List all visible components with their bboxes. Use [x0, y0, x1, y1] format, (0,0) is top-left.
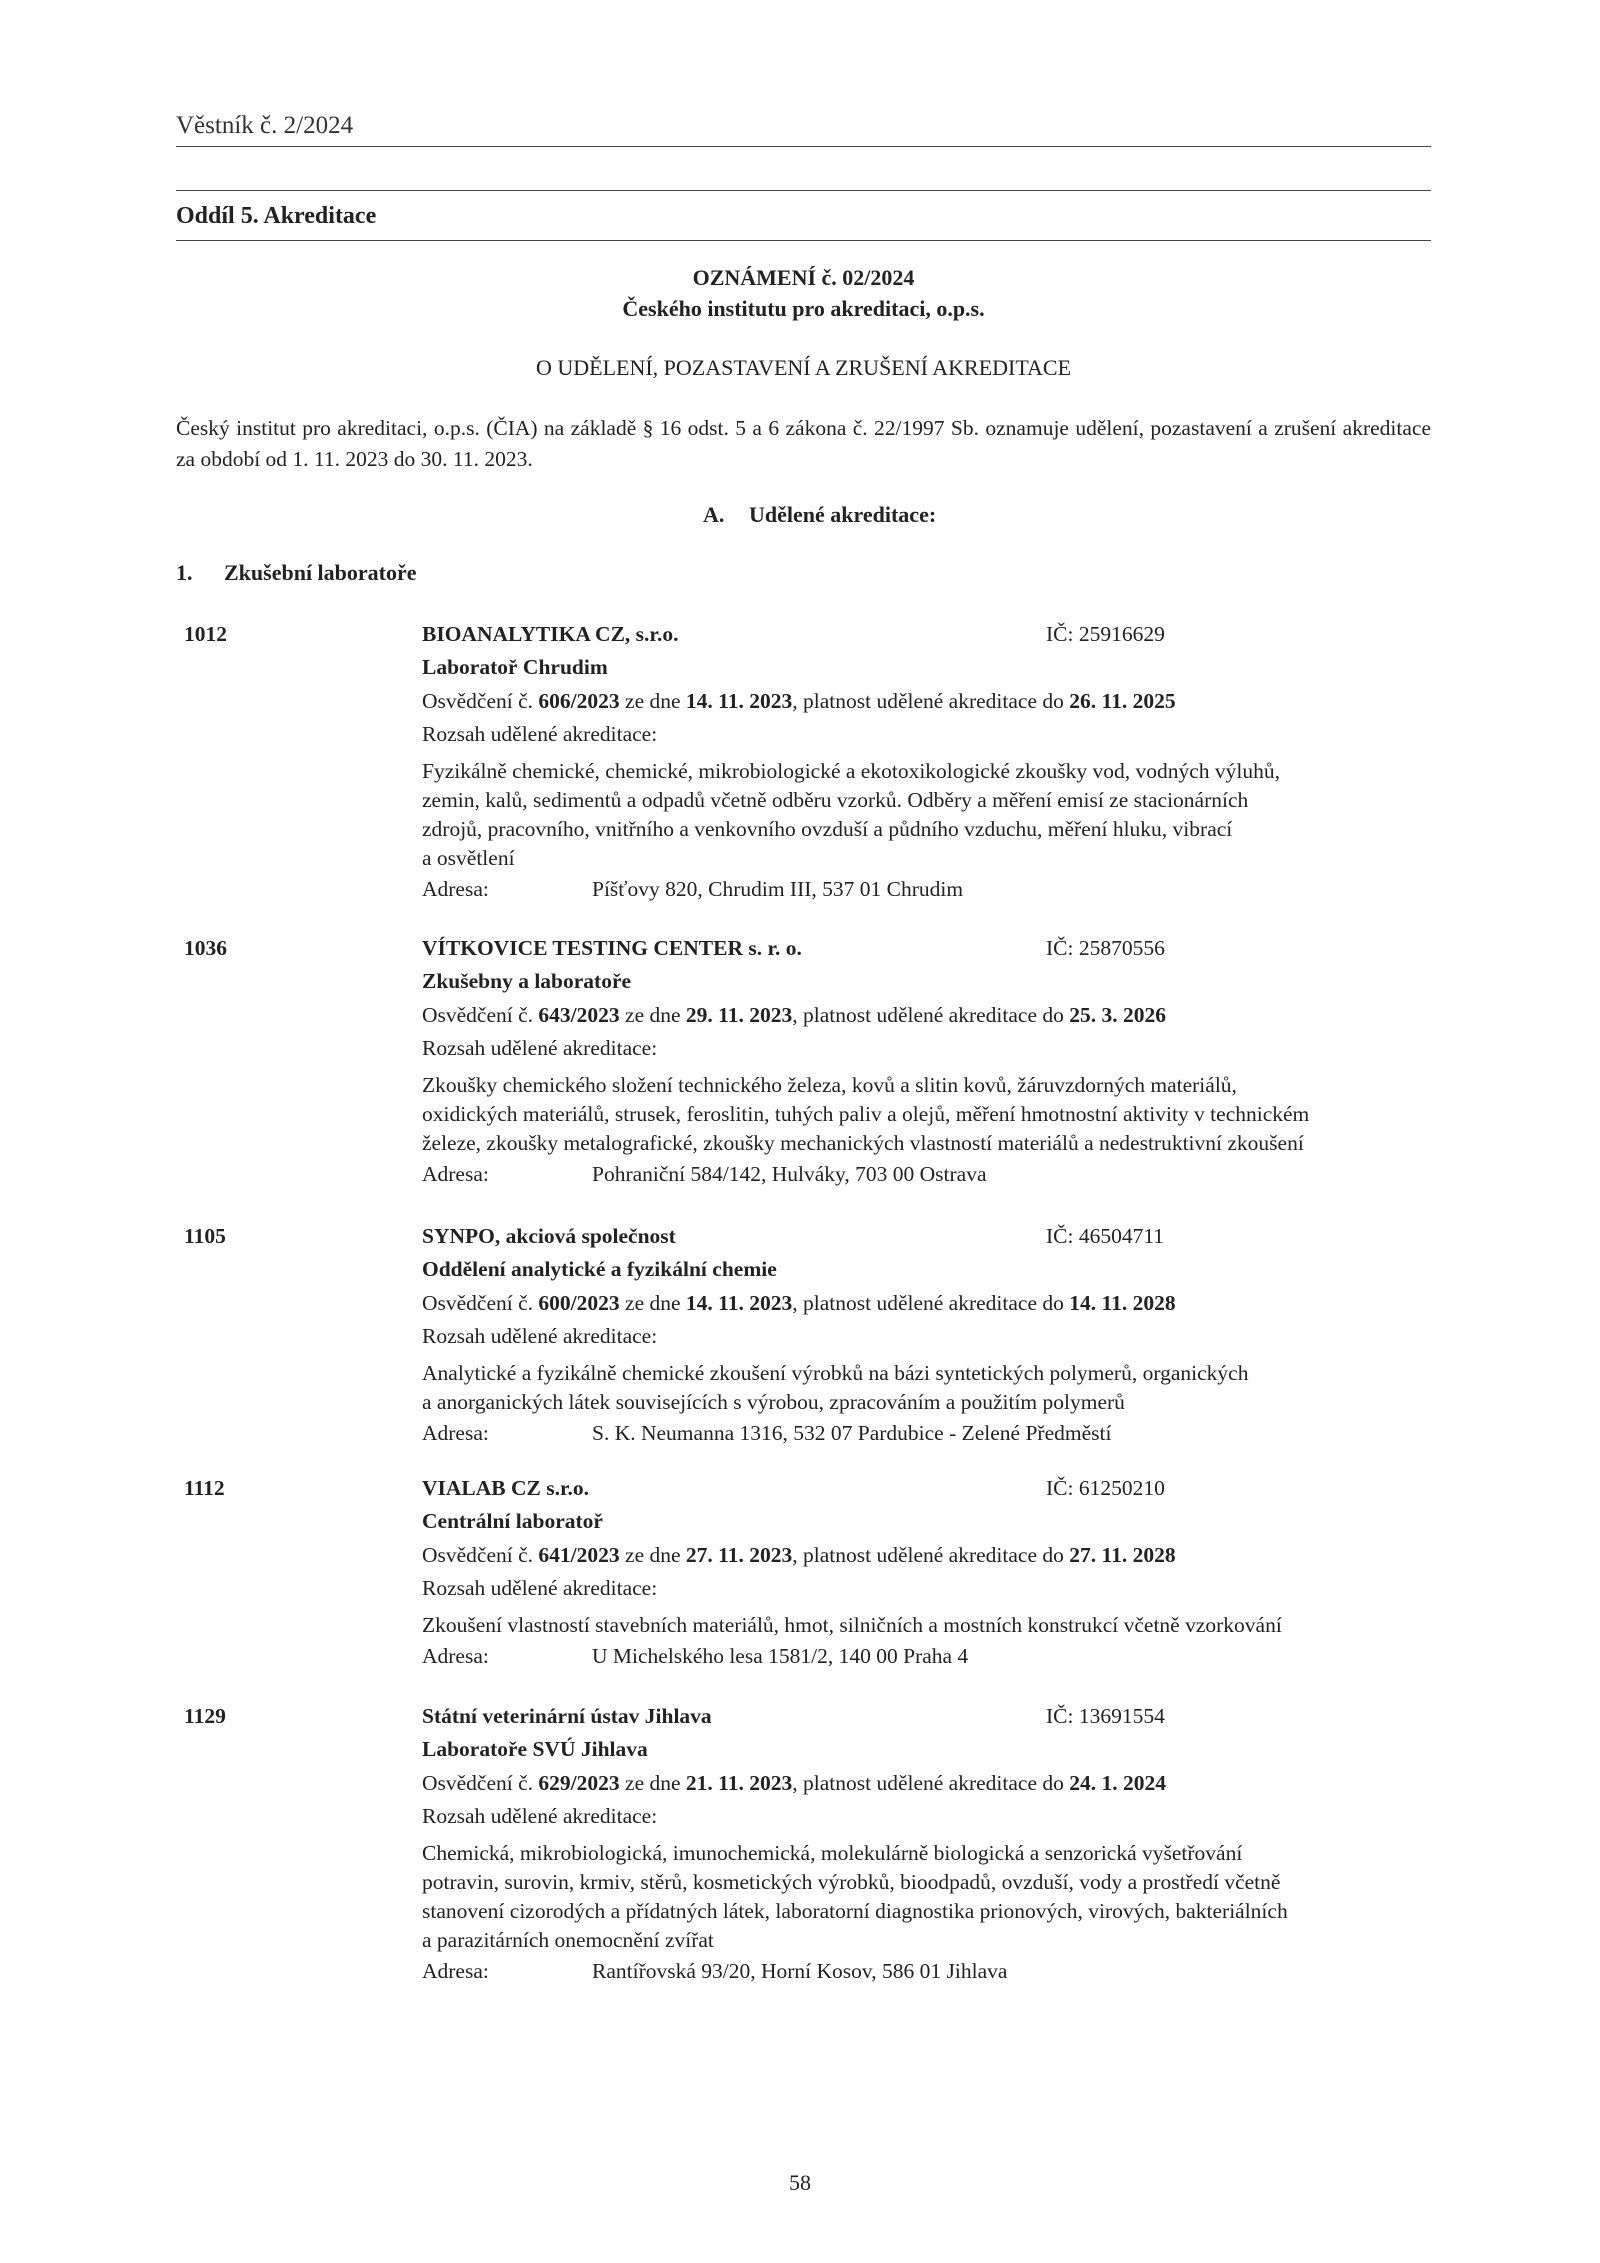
entry-name: Státní veterinární ústav Jihlava	[422, 1704, 712, 1728]
address-label: Adresa:	[422, 1162, 489, 1186]
entry-scope	[422, 1071, 1427, 1158]
scope-line: Analytické a fyzikálně chemické zkoušení výrobků na bázi syntetických polymerů, organických	[422, 1361, 1249, 1385]
entry-certificate	[422, 1543, 1427, 1576]
cert-validity-label: , platnost udělené akreditace do	[792, 689, 1064, 713]
entry-name-row	[422, 1224, 1427, 1257]
cert-number: 641/2023	[538, 1543, 620, 1567]
entry-name-row	[422, 622, 1427, 655]
cert-prefix: Osvědčení č.	[422, 1291, 534, 1315]
entry-address: Rantířovská 93/20, Horní Kosov, 586 01 Jihlava	[592, 1959, 1008, 1983]
cert-number: 600/2023	[538, 1291, 620, 1315]
announcement-subtitle: O UDĚLENÍ, POZASTAVENÍ A ZRUŠENÍ AKREDITACE	[535, 355, 1072, 380]
entry-scope	[422, 1839, 1427, 1955]
entry-lab: Zkušebny a laboratoře	[422, 969, 632, 993]
entry-ic: IČ: 25870556	[1046, 936, 1165, 960]
bulletin-title: Věstník č. 2/2024	[176, 112, 354, 139]
cert-number: 643/2023	[538, 1003, 620, 1027]
entry-name: VÍTKOVICE TESTING CENTER s. r. o.	[422, 936, 802, 960]
entry-body	[422, 622, 1427, 910]
cert-prefix: Osvědčení č.	[422, 1003, 534, 1027]
entry-name-row	[422, 936, 1427, 969]
entry-code: 1112	[184, 1476, 225, 1500]
entry-address: U Michelského lesa 1581/2, 140 00 Praha 4	[592, 1644, 969, 1668]
scope-line: a osvětlení	[422, 846, 515, 870]
entry-lab: Oddělení analytické a fyzikální chemie	[422, 1257, 777, 1281]
cert-prefix: Osvědčení č.	[422, 1771, 534, 1795]
entry-body	[422, 1476, 1427, 1677]
cert-mid: ze dne	[625, 689, 681, 713]
entry-address-row	[422, 1644, 1427, 1677]
cert-valid-until: 27. 11. 2028	[1069, 1543, 1176, 1567]
subsection-heading	[703, 502, 936, 528]
cert-date: 29. 11. 2023	[685, 1003, 793, 1027]
category-heading	[176, 560, 417, 586]
entry-certificate	[422, 689, 1427, 722]
subsection-label: A.	[703, 502, 725, 527]
cert-valid-until: 25. 3. 2026	[1069, 1003, 1167, 1027]
address-label: Adresa:	[422, 1959, 489, 1983]
entry-address-row	[422, 877, 1427, 910]
scope-line: oxidických materiálů, strusek, feroslitin, tuhých paliv a olejů, měření hmotnostní aktivity v technickém	[422, 1102, 1310, 1126]
scope-label: Rozsah udělené akreditace:	[422, 1804, 658, 1828]
scope-line: zemin, kalů, sedimentů a odpadů včetně odběru vzorků. Odběry a měření emisí ze stacionárních	[422, 788, 1249, 812]
scope-line: železe, zkoušky metalografické, zkoušky mechanických vlastností materiálů a nedestruktivní zkoušení	[422, 1131, 1304, 1155]
announcement-number: OZNÁMENÍ č. 02/2024	[692, 265, 915, 290]
entry-certificate	[422, 1771, 1427, 1804]
cert-mid: ze dne	[625, 1543, 681, 1567]
entry-ic: IČ: 46504711	[1046, 1224, 1165, 1248]
category-number: 1.	[176, 560, 193, 585]
address-label: Adresa:	[422, 1421, 489, 1445]
entry-address-row	[422, 1959, 1427, 1992]
page-number: 58	[789, 2170, 811, 2195]
cert-validity-label: , platnost udělené akreditace do	[792, 1543, 1064, 1567]
entry-body	[422, 1224, 1427, 1454]
entry-code: 1012	[184, 622, 227, 646]
entry-ic: IČ: 13691554	[1046, 1704, 1165, 1728]
entry-code: 1036	[184, 936, 227, 960]
entry-address-row	[422, 1421, 1427, 1454]
scope-line: Zkoušky chemického složení technického železa, kovů a slitin kovů, žáruvzdorných materiálů,	[422, 1073, 1237, 1097]
cert-validity-label: , platnost udělené akreditace do	[792, 1003, 1064, 1027]
entry-scope	[422, 757, 1427, 873]
entry-body	[422, 1704, 1427, 1992]
entry-address: Pohraniční 584/142, Hulváky, 703 00 Ostrava	[592, 1162, 987, 1186]
entry-certificate	[422, 1291, 1427, 1324]
cert-mid: ze dne	[625, 1771, 681, 1795]
entry-name: VIALAB CZ s.r.o.	[422, 1476, 590, 1500]
scope-line: a anorganických látek souvisejících s výrobou, zpracováním a použitím polymerů	[422, 1390, 1125, 1414]
cert-mid: ze dne	[625, 1003, 681, 1027]
cert-number: 629/2023	[538, 1771, 620, 1795]
entry-address: Píšťovy 820, Chrudim III, 537 01 Chrudim	[592, 877, 964, 901]
cert-date: 14. 11. 2023	[685, 689, 793, 713]
entry-name: SYNPO, akciová společnost	[422, 1224, 676, 1248]
cert-mid: ze dne	[625, 1291, 681, 1315]
section-rule-top	[176, 190, 1431, 191]
scope-label: Rozsah udělené akreditace:	[422, 722, 658, 746]
cert-validity-label: , platnost udělené akreditace do	[792, 1291, 1064, 1315]
entry-ic: IČ: 61250210	[1046, 1476, 1165, 1500]
entry-name: BIOANALYTIKA CZ, s.r.o.	[422, 622, 679, 646]
announcement-intro: Český institut pro akreditaci, o.p.s. (ČIA) na základě § 16 odst. 5 a 6 zákona č. 22/1997 Sb. oznamuje udělení, pozastavení a zrušení akreditace za období od 1. 11. 2023 do 30. 11. 2023.	[176, 416, 1431, 471]
section-rule-bottom	[176, 240, 1431, 241]
entry-body	[422, 936, 1427, 1195]
entry-address-row	[422, 1162, 1427, 1195]
subsection-title: Udělené akreditace:	[749, 502, 937, 527]
scope-line: stanovení cizorodých a přídatných látek, laboratorní diagnostika prionových, virových, bakteriálních	[422, 1899, 1288, 1923]
scope-line: a parazitárních onemocnění zvířat	[422, 1928, 714, 1952]
scope-line: Zkoušení vlastností stavebních materiálů, hmot, silničních a mostních konstrukcí včetně vzorkování	[422, 1613, 1282, 1637]
entry-lab: Laboratoře SVÚ Jihlava	[422, 1737, 648, 1761]
entry-ic: IČ: 25916629	[1046, 622, 1165, 646]
cert-valid-until: 14. 11. 2028	[1069, 1291, 1176, 1315]
scope-label: Rozsah udělené akreditace:	[422, 1576, 658, 1600]
announcement-issuer: Českého institutu pro akreditaci, o.p.s.	[622, 296, 985, 321]
entry-scope	[422, 1359, 1427, 1417]
scope-line: Fyzikálně chemické, chemické, mikrobiologické a ekotoxikologické zkoušky vod, vodných výluhů,	[422, 759, 1280, 783]
address-label: Adresa:	[422, 877, 489, 901]
entry-name-row	[422, 1476, 1427, 1509]
entry-lab: Laboratoř Chrudim	[422, 655, 608, 679]
cert-prefix: Osvědčení č.	[422, 689, 534, 713]
category-title: Zkušební laboratoře	[224, 560, 417, 585]
cert-valid-until: 26. 11. 2025	[1069, 689, 1176, 713]
scope-label: Rozsah udělené akreditace:	[422, 1036, 658, 1060]
entry-certificate	[422, 1003, 1427, 1036]
address-label: Adresa:	[422, 1644, 489, 1668]
header-rule	[176, 146, 1431, 147]
cert-date: 21. 11. 2023	[685, 1771, 793, 1795]
scope-label: Rozsah udělené akreditace:	[422, 1324, 658, 1348]
cert-number: 606/2023	[538, 689, 620, 713]
entry-code: 1129	[184, 1704, 226, 1728]
cert-valid-until: 24. 1. 2024	[1069, 1771, 1167, 1795]
scope-line: Chemická, mikrobiologická, imunochemická, molekulárně biologická a senzorická vyšetřování	[422, 1841, 1243, 1865]
entry-name-row	[422, 1704, 1427, 1737]
cert-date: 14. 11. 2023	[685, 1291, 793, 1315]
cert-date: 27. 11. 2023	[685, 1543, 793, 1567]
cert-prefix: Osvědčení č.	[422, 1543, 534, 1567]
entry-scope	[422, 1611, 1427, 1640]
entry-address: S. K. Neumanna 1316, 532 07 Pardubice - Zelené Předměstí	[592, 1421, 1112, 1445]
entry-lab: Centrální laboratoř	[422, 1509, 603, 1533]
section-title: Oddíl 5. Akreditace	[176, 203, 377, 229]
scope-line: potravin, surovin, krmiv, stěrů, kosmetických výrobků, bioodpadů, ovzduší, vody a prostředí včetně	[422, 1870, 1281, 1894]
scope-line: zdrojů, pracovního, vnitřního a venkovního ovzduší a půdního vzduchu, měření hluku, vibrací	[422, 817, 1233, 841]
entry-code: 1105	[184, 1224, 226, 1248]
cert-validity-label: , platnost udělené akreditace do	[792, 1771, 1064, 1795]
